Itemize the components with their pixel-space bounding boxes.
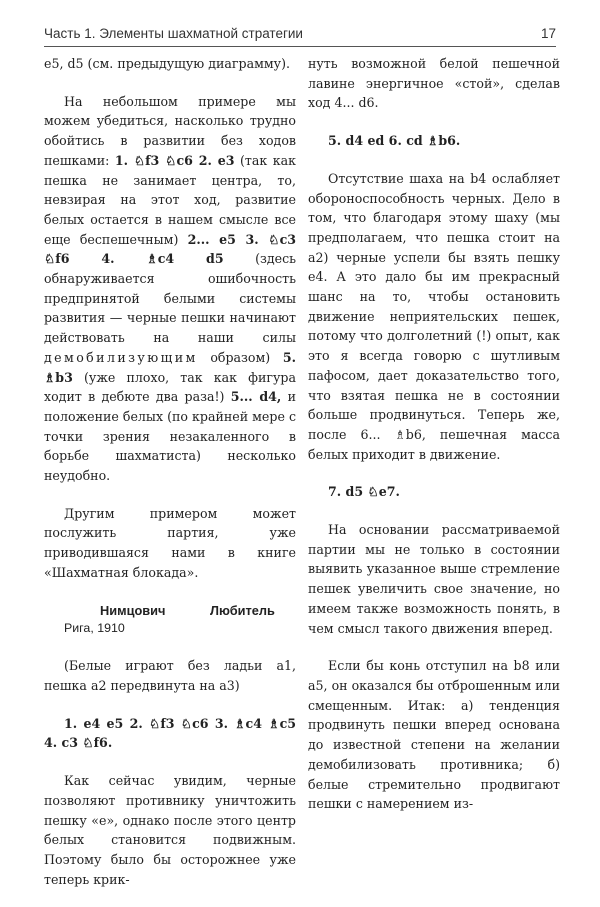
text-run: образом): [197, 349, 283, 365]
paragraph: е5, d5 (см. предыдущую диаграмму).: [44, 56, 290, 71]
paragraph: Отсутствие шаха на b4 ослабляет обороноспособность черных. Дело в том, что благодаря этому шаху (мы предполагаем, что пешка стоит на а2) черные успели бы взять пешку е4. А это дало бы им прекрасный шанс на то, чтобы остановить движение неприятельских пешек, потому что долголетний (!) опыт, как это я всегда говорю с шутливым пафосом, дает доказательство того, что взятая пешка не в состоянии больше продвинуться. Теперь же, после 6... ♗b6, пешечная масса белых приходит в движение.: [308, 170, 560, 462]
game-place: Рига, 1910: [64, 620, 125, 635]
black-player: Любитель: [210, 602, 275, 618]
text-run: и положение белых (по крайней мере с точки зрения незакаленного в борьбе шахматиста) несколько неудобно.: [44, 389, 296, 484]
move-sequence: [308, 482, 560, 502]
chapter-title: Часть 1. Элементы шахматной стратегии: [44, 26, 303, 41]
move-sequence: 1. ♘f3 ♘c6 2. e3: [114, 152, 235, 168]
page-number: 17: [540, 26, 556, 41]
move-sequence: 2... e5 3. ♘c3 ♘f6 4. ♗c4 d5: [44, 231, 297, 267]
paragraph: нуть возможной белой пешечной лавине энергичное «стой», сделав ход 4... d6.: [308, 56, 560, 111]
text-run: (уже плохо, так как фигура ходит в дебюте два раза!): [44, 369, 296, 405]
paragraph: Другим примером может послужить партия, уже приводившаяся нами в книге «Шахматная блокада».: [44, 505, 296, 580]
move-sequence: [308, 131, 560, 151]
spaced-word: демобилизующим: [44, 349, 198, 365]
left-column: [44, 54, 296, 907]
text-run: На небольшом примере мы можем убедиться, насколько трудно обойтись в развитии без ходов пешками:: [44, 93, 296, 168]
paragraph: Как сейчас увидим, черные позволяют противнику уничтожить пешку «е», однако после этого центр белых становится подвижным. Поэтому было бы осторожнее уже теперь крик-: [44, 773, 296, 887]
text-run: (так как пешка не занимает центра, то, невзирая на этот ход, развитие белых остается в нашем смысле все еще беспешечным): [44, 152, 296, 247]
move-sequence: 5. ♗b3: [44, 349, 296, 385]
white-player: Нимцович: [100, 602, 166, 618]
paragraph: Если бы конь отступил на b8 или а5, он оказался бы отброшенным или смещенным. Итак: а) тенденция продвинуть пешки вперед основана до известной степени на желании демобилизовать противника; б) белые стремительно продвигают пешки с намерением из-: [308, 658, 560, 812]
paragraph: На основании рассматриваемой партии мы не только в состоянии выявить указанное выше стремление пешек увеличить свое значение, но имеем также возможность понять, в чем смысл такого движения вперед.: [308, 522, 560, 636]
game-note: (Белые играют без ладьи а1, пешка а2 передвинута на а3): [44, 658, 296, 693]
moves-text: 5. d4 ed 6. cd ♗b6.: [328, 133, 461, 149]
running-header: [44, 24, 556, 47]
text-run: (здесь обнаруживается ошибочность предпринятой белыми системы развития — черные пешки начинают действовать на наши силы: [44, 251, 297, 346]
game-players: [44, 601, 296, 619]
right-column: [308, 54, 560, 832]
moves-text: 1. e4 e5 2. ♘f3 ♘c6 3. ♗c4 ♗c5 4. c3 ♘f6.: [44, 715, 296, 751]
move-sequence: [44, 714, 296, 753]
paragraph: [44, 92, 296, 486]
moves-text: 7. d5 ♘e7.: [328, 484, 400, 500]
move-sequence: 5... d4,: [230, 389, 282, 405]
